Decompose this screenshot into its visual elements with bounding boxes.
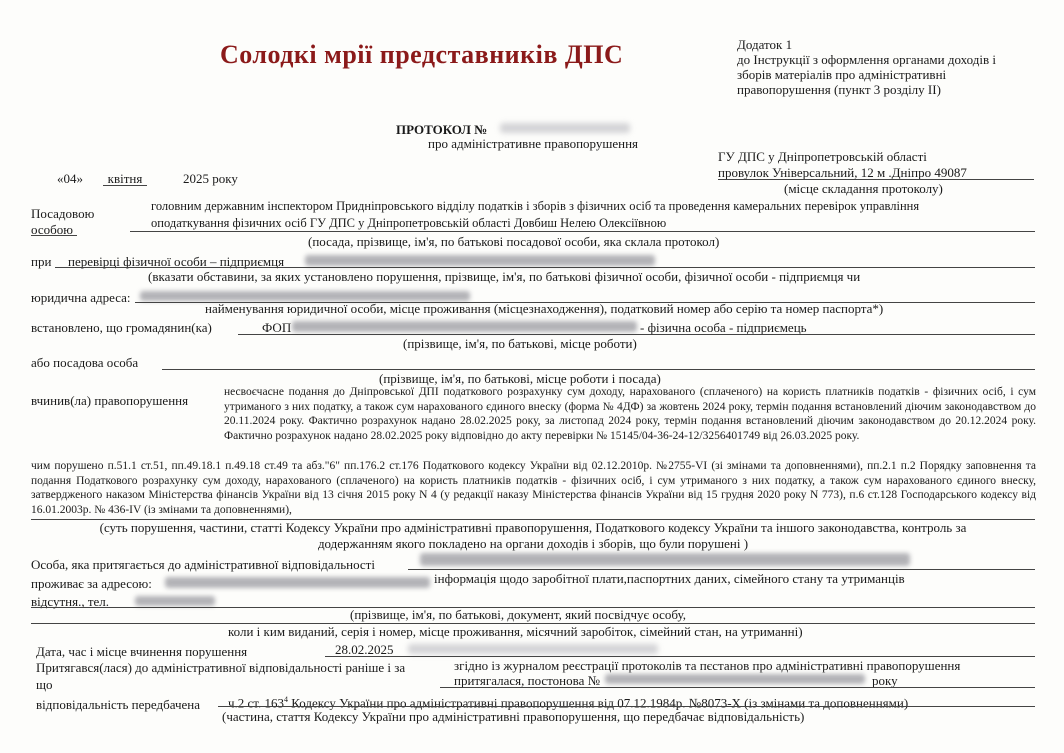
prior-text-1: згідно із журналом реєстрації протоколів та пєстанов про адміністративні правопорушення — [454, 658, 961, 673]
datetime-value: 28.02.2025 — [335, 642, 394, 657]
liability-label: відповідальність передбачена — [36, 697, 201, 712]
annex-text: до Інструкції з оформлення органами доходів і зборів матеріалів про адміністративні правопорушення (пункт 3 розділу II) — [737, 52, 996, 97]
liability-caption: (частина, стаття Кодексу України про адміністративні правопорушення, що передбачає відповідальність) — [222, 709, 805, 724]
person-label: Особа, яка притягається до адміністративної відповідальності — [31, 557, 375, 572]
protocol-title: ПРОТОКОЛ № — [396, 122, 488, 137]
place-caption: (місце складання протоколу) — [784, 181, 943, 196]
person-caption-1: (прізвище, ім'я, по батькові, документ, який посвідчує особу, — [350, 607, 686, 622]
violation-label: вчинив(ла) правопорушення — [31, 393, 189, 408]
citizen-prefix: ФОП — [262, 320, 292, 335]
document-title: Солодкі мрії представників ДПС — [220, 40, 624, 69]
citizen-suffix: - фізична особа - підприємець — [640, 320, 807, 335]
protocol-month: квітня — [107, 171, 143, 186]
official-person-label: або посадова особа — [31, 355, 139, 370]
residence-info-2: відсутня., тел. — [31, 594, 110, 609]
prior-text-2-end: року — [872, 673, 898, 688]
redacted-protocol-number — [500, 123, 630, 133]
annex-label: Додаток 1 — [737, 37, 793, 52]
official-label-1: Посадовою — [31, 206, 95, 221]
official-text-1: головним державним інспектором Придніпровського відділу податків і зборів з фізичних осіб та проведення камеральних перевірок управління — [151, 199, 920, 213]
official-person-caption: (прізвище, ім'я, по батькові, місце роботи і посада) — [379, 371, 661, 386]
prior-label-1: Притягався(лася) до адміністративної відповідальності раніше і за — [36, 660, 406, 675]
circumstances-value: перевірці фізичної особи – підприємця — [68, 254, 285, 269]
redacted-resolution — [605, 674, 865, 684]
protocol-day: «04» — [57, 171, 83, 186]
protocol-year: 2025 року — [183, 171, 238, 186]
violation-caption-1: (суть порушення, частини, статті Кодексу України про адміністративні правопорушення, Податкового кодексу України та іншого законодавства, контроль за — [99, 520, 967, 535]
address-label: юридична адреса: — [31, 290, 131, 305]
citizen-caption: (прізвище, ім'я, по батькові, місце роботи) — [403, 336, 637, 351]
official-caption: (посада, прізвище, ім'я, по батькові посадової особи, яка склала протокол) — [308, 234, 720, 249]
official-label-2: особою — [31, 222, 73, 237]
violation-text: несвоєчасне подання до Дніпровської ДПІ податкового розрахунку сум доходу, нарахованого (сплаченого) на користь платників податків - фізичних осіб, і сум утриманого з них податку, а також сум нарахованого єдиного внеску (форма № 4ДФ) за жовтень 2024 року, термін подання встановлений діючим законодавством до 20.11.2024 року. Фактично розрахунок надано 28.02.2025 року, за листопад 2024 року, термін подання встановлений діючим законодавством до 20.12.2024 року. Фактично розрахунок надано 28.02.2025 року відповідно до акту перевірки № 15145/04-36-24-12/3256401749 від 26.03.2025 року. — [224, 386, 1036, 442]
org-line1: ГУ ДПС у Дніпропетровській області — [718, 149, 927, 164]
redacted-address — [140, 291, 470, 301]
redacted-phone — [135, 596, 215, 606]
circumstances-label: при — [31, 254, 52, 269]
violation-caption-2: додержанням якого покладено на органи доходів і зборів, що були порушені ) — [317, 536, 749, 551]
prior-label-2: що — [36, 677, 53, 692]
protocol-subtitle: про адміністративне правопорушення — [428, 136, 639, 151]
liability-value: ч.2 ст. $163^4$ Кодексу України про адміністративні правопорушення від 07.12.1984р. №8073-Х (із змінами та доповненнями) — [228, 695, 909, 711]
circumstances-caption2: найменування юридичної особи, місце проживання (місцезнаходження), податковий номер або серію та номер паспорта*) — [205, 301, 884, 316]
circumstances-caption: (вказати обставини, за яких установлено порушення, прізвище, ім'я, по батькові фізичної особи, фізичної особи - підприємця чи — [148, 269, 861, 284]
prior-text-2: притягалася, постонова № — [454, 673, 601, 688]
redacted-entrepreneur-name — [305, 255, 655, 266]
residence-info: інформація щодо заробітної плати,паспортних даних, сімейного стану та утриманців — [434, 571, 905, 586]
datetime-label: Дата, час і місце вчинення порушення — [36, 644, 248, 659]
citizen-label: встановлено, що громадянин(ка) — [31, 320, 212, 335]
redacted-person-name — [420, 553, 910, 566]
org-line2: провулок Універсальний, 12 м .Дніпро 49087 — [718, 165, 967, 180]
official-text-2: оподаткування фізичних осіб ГУ ДПС у Дніпропетровській області Довбиш Нелею Олексіївною — [151, 216, 667, 230]
redacted-location — [408, 644, 658, 654]
violation-laws: чим порушено п.51.1 ст.51, пп.49.18.1 п.49.18 ст.49 та абз."6" пп.176.2 ст.176 Податкового кодексу України від 02.12.2010р. №2755-VI (зі змінами та доповненнями), пп.2.1 п.2 Порядку заповнення та подання Податкового розрахунку сум доходу, нарахованого (сплаченого) на користь платників податків - фізичних осіб, і сум утриманого з них податку, а також сум нарахованого єдиного внеску, затвердженого наказом Міністерства фінансів України від 13 січня 2015 року N 4 (у редакції наказу Міністерства фінансів України від 15 грудня 2020 року N 773), п.6 ст.128 Господарського кодексу від 16.01.2003р. № 436-IV (із змінами та доповненнями), — [31, 460, 1036, 516]
residence-label: проживає за адресою: — [31, 576, 152, 591]
person-caption-2: коли і ким виданий, серія і номер, місце проживання, місячний заробіток, сімейний стан, на утриманні) — [228, 624, 803, 639]
redacted-residence — [165, 577, 430, 588]
redacted-citizen-name — [292, 321, 637, 332]
